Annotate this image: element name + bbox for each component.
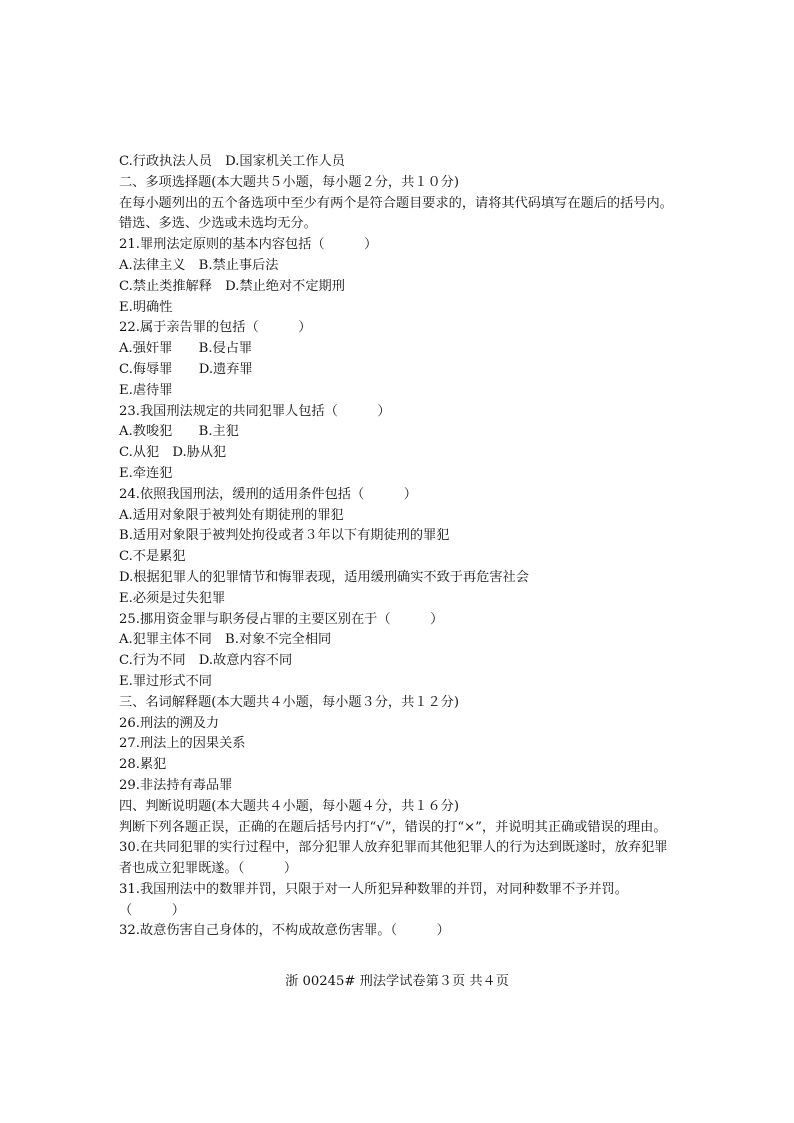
question-stem: 31.我国刑法中的数罪并罚，只限于对一人所犯异种数罪的并罚，对同种数罪不予并罚。: [119, 881, 628, 897]
option-line: C.禁止类推解释 D.禁止绝对不定期刑: [119, 278, 345, 294]
question-stem: 28.累犯: [119, 757, 167, 773]
option-line: A.强奸罪 B.侵占罪: [119, 341, 253, 357]
option-line: E.虐待罪: [119, 382, 173, 398]
section-heading: 三、名词解释题(本大题共４小题，每小题３分，共１２分): [119, 694, 459, 710]
question-stem: 22.属于亲告罪的包括（ ）: [119, 320, 312, 336]
option-line: A.教唆犯 B.主犯: [119, 424, 239, 440]
section-heading: 二、多项选择题(本大题共５小题，每小题２分，共１０分): [119, 174, 459, 190]
option-line: A.适用对象限于被判处有期徒刑的罪犯: [119, 507, 344, 523]
page-footer: 浙 00245# 刑法学试卷第３页 共４页: [285, 974, 509, 989]
section-heading: 四、判断说明题(本大题共４小题，每小题４分，共１６分): [119, 798, 459, 814]
question-stem: 21.罪刑法定原则的基本内容包括（ ）: [119, 237, 378, 253]
option-line: E.必须是过失犯罪: [119, 590, 226, 606]
option-line: A.法律主义 B.禁止事后法: [119, 257, 279, 273]
option-line: C.从犯 D.胁从犯: [119, 445, 227, 461]
option-line: C.不是累犯: [119, 549, 186, 565]
question-stem: 27.刑法上的因果关系: [119, 736, 246, 752]
option-line: E.明确性: [119, 299, 173, 315]
option-line: E.牵连犯: [119, 465, 173, 481]
option-line: B.适用对象限于被判处拘役或者３年以下有期徒刑的罪犯: [119, 528, 450, 544]
section-instructions: 判断下列各题正误，正确的在题后括号内打“√”，错误的打“×”，并说明其正确或错误的理由。: [119, 819, 667, 835]
option-line: C.侮辱罪 D.遗弃罪: [119, 361, 253, 377]
question-stem: 30.在共同犯罪的实行过程中，部分犯罪人放弃犯罪而其他犯罪人的行为达到既遂时，放弃犯罪者也成立犯罪既遂。（ ）: [119, 840, 668, 877]
option-line: C.行为不同 D.故意内容不同: [119, 653, 293, 669]
question-stem: 24.依照我国刑法，缓刑的适用条件包括（ ）: [119, 486, 417, 502]
option-line: A.犯罪主体不同 B.对象不完全相同: [119, 632, 332, 648]
option-line: C.行政执法人员 D.国家机关工作人员: [119, 154, 345, 169]
option-line: D.根据犯罪人的犯罪情节和悔罪表现，适用缓刑确实不致于再危害社会: [119, 569, 529, 585]
question-stem: 23.我国刑法规定的共同犯罪人包括（ ）: [119, 403, 391, 419]
option-line: E.罪过形式不同: [119, 673, 212, 689]
question-stem: 26.刑法的溯及力: [119, 715, 220, 731]
question-stem: 25.挪用资金罪与职务侵占罪的主要区别在于（ ）: [119, 611, 444, 627]
section-instructions: 在每小题列出的五个备选项中至少有两个是符合题目要求的，请将其代码填写在题后的括号内。错选、多选、少选或未选均无分。: [119, 195, 673, 232]
question-stem: 32.故意伤害自己身体的，不构成故意伤害罪。（ ）: [119, 923, 450, 939]
exam-body: [119, 152, 679, 942]
question-stem: 29.非法持有毒品罪: [119, 777, 233, 793]
answer-bracket: （ ）: [119, 902, 185, 918]
